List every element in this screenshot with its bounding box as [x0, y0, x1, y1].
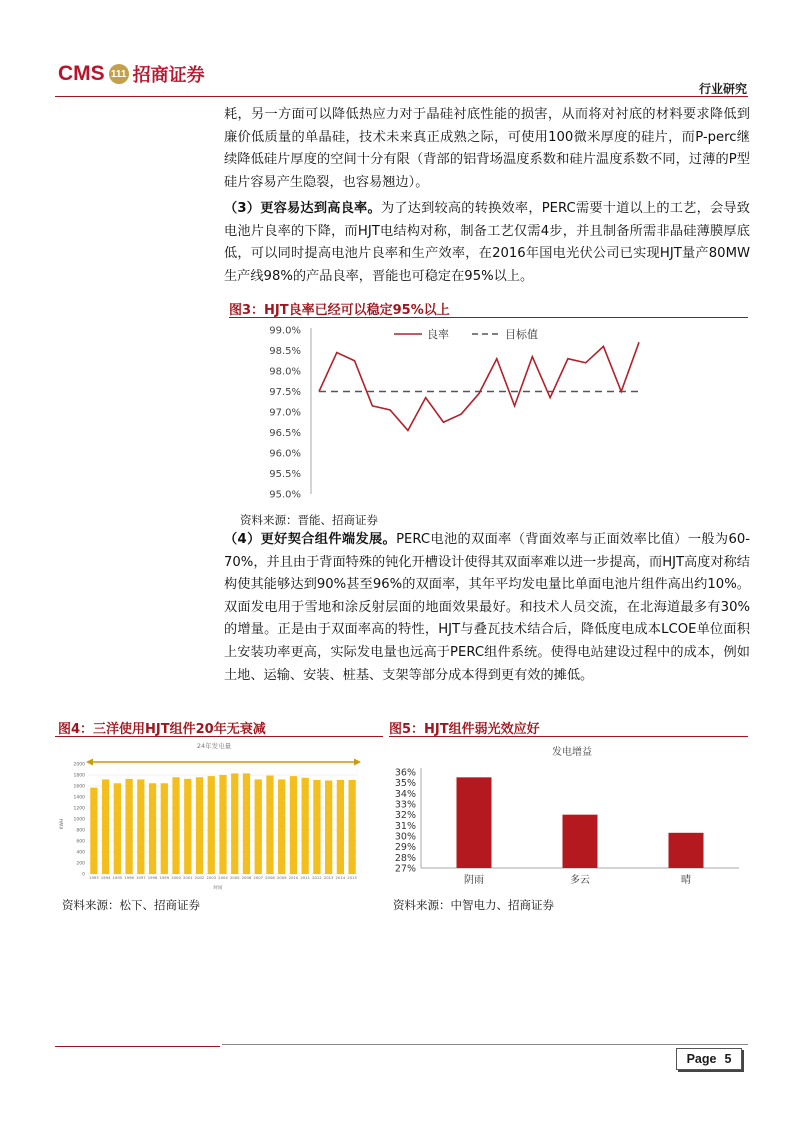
- y-tick-label: 35%: [394, 778, 416, 790]
- y-tick-label: 400: [76, 850, 85, 856]
- x-tick-label: 2009: [276, 875, 287, 880]
- y-tick-label: 36%: [394, 767, 416, 779]
- x-tick-label: 2014: [335, 875, 346, 880]
- figure-4-chart-title: 24年发电量: [196, 742, 232, 750]
- figure-5-divider: [389, 736, 748, 737]
- gain-bar: [457, 777, 492, 868]
- figure-5-title: 图5：HJT组件弱光效应好: [389, 722, 540, 737]
- page-number-box: [676, 1048, 742, 1070]
- x-tick-label: 1999: [159, 875, 170, 880]
- logo-mark-icon: 111: [109, 64, 129, 84]
- generation-bar: [137, 779, 144, 874]
- y-tick-label: 27%: [394, 863, 416, 875]
- gain-bar: [669, 833, 704, 868]
- y-tick-label: 600: [76, 839, 85, 845]
- x-tick-label: 2003: [206, 875, 217, 880]
- generation-bar: [219, 775, 226, 874]
- figure-3-title: 图3：HJT良率已经可以稳定95%以上: [229, 303, 450, 318]
- x-tick-label: 1998: [147, 875, 158, 880]
- y-tick-label: 2000: [73, 762, 85, 768]
- legend-target-label: 目标值: [505, 328, 538, 341]
- y-tick-label: 1400: [73, 795, 85, 801]
- yield-line: [319, 342, 639, 430]
- x-tick-label: 2013: [323, 875, 334, 880]
- x-tick-label: 2004: [218, 875, 228, 880]
- page-number: 5: [724, 1052, 732, 1066]
- x-tick-label: 2007: [253, 875, 264, 880]
- y-tick-label: 200: [76, 861, 85, 867]
- y-tick-label: 98.0%: [269, 366, 301, 378]
- y-tick-label: 1600: [73, 784, 85, 790]
- paragraph-2-text: 为了达到较高的转换效率，PERC需要十道以上的工艺，会导致电池片良率的下降，而HJT电结构对称，制备工艺仅需4步，并且制备所需非晶硅薄膜厚底低，可以同时提高电池片良率和生产效率，在2016年国电光伏公司已实现HJT量产80MW生产线98%的产品良率，晋能也可稳定在95%以上。: [224, 201, 750, 284]
- figure-5-chart: [389, 738, 748, 894]
- generation-bar: [243, 773, 250, 874]
- x-tick-label: 晴: [681, 875, 691, 886]
- y-tick-label: 97.5%: [269, 387, 301, 398]
- figure-4-y-label: KWH: [60, 818, 65, 830]
- y-tick-label: 33%: [394, 799, 416, 811]
- generation-bar: [290, 776, 297, 874]
- x-tick-label: 1993: [89, 875, 99, 880]
- footer-divider-right: [222, 1044, 748, 1045]
- figure-4-title: 图4：三洋使用HJT组件20年无衰减: [58, 722, 266, 737]
- x-tick-label: 2008: [265, 875, 275, 880]
- header-divider: [55, 96, 748, 97]
- paragraph-2-heading: （3）更容易达到高良率。: [224, 201, 381, 216]
- generation-bar: [348, 780, 355, 874]
- y-tick-label: 1000: [73, 817, 85, 823]
- arrow-right-head-icon: [354, 759, 361, 766]
- paragraph-3: [224, 529, 750, 687]
- generation-bar: [196, 777, 203, 874]
- figure-4-source: 资料来源：松下、招商证券: [62, 898, 200, 912]
- figure-3-source: 资料来源：晋能、招商证券: [240, 513, 378, 527]
- y-tick-label: 32%: [394, 810, 416, 822]
- figure-3-chart: [229, 320, 748, 510]
- x-tick-label: 1995: [112, 875, 123, 880]
- generation-bar: [102, 779, 109, 874]
- generation-bar: [125, 779, 132, 874]
- generation-bar: [302, 778, 309, 874]
- x-tick-label: 2015: [347, 875, 357, 880]
- y-tick-label: 96.0%: [269, 448, 301, 460]
- generation-bar: [208, 776, 215, 874]
- y-tick-label: 99.0%: [269, 325, 301, 337]
- x-tick-label: 2002: [194, 875, 205, 880]
- y-tick-label: 34%: [394, 788, 416, 800]
- generation-bar: [278, 779, 285, 874]
- paragraph-3-heading: （4）更好契合组件端发展。: [224, 532, 397, 547]
- y-tick-label: 1200: [73, 806, 85, 812]
- x-tick-label: 2001: [182, 875, 193, 880]
- generation-bar: [313, 780, 320, 874]
- generation-bar: [172, 777, 179, 874]
- section-label: 行业研究: [698, 82, 747, 96]
- y-tick-label: 800: [76, 828, 85, 834]
- x-tick-label: 1996: [124, 875, 134, 880]
- paragraph-1-text: 耗，另一方面可以降低热应力对于晶硅衬底性能的损害，从而将对衬底的材料要求降低到廉价低质量的单晶硅，技术未来真正成熟之际，可使用100微米厚度的硅片，而P-perc继续降低硅片厚度的空间十分有限（背部的铝背场温度系数和硅片温度系数不同，过薄的P型硅片容易产生隐裂，也容易翘边）。: [224, 107, 750, 190]
- x-tick-label: 1997: [135, 875, 146, 880]
- x-tick-label: 1994: [100, 875, 111, 880]
- generation-bar: [149, 783, 156, 874]
- y-tick-label: 95.0%: [269, 489, 301, 501]
- generation-bar: [255, 779, 262, 874]
- figure-5-source: 资料来源：中智电力、招商证券: [393, 898, 554, 912]
- logo-company-name: 招商证券: [132, 65, 205, 86]
- paragraph-3-text: PERC电池的双面率（背面效率与正面效率比值）一般为60-70%，并且由于背面特殊的钝化开槽设计使得其双面率难以进一步提高，而HJT高度对称结构使其能够达到90%甚至96%的双面率，其年平均发电量比单面电池片组件高出约10%。双面发电用于雪地和涂反射层面的地面效果最好。和技术人员交流，在北海道最多有30%的增量。正是由于双面率高的特性，HJT与叠瓦技术结合后，降低度电成本LCOE单位面积上安装功率更高，实际发电量也远高于PERC组件系统。使得电站建设过程中的成本，例如土地、运输、安装、桩基、支架等部分成本得到更有效的摊低。: [224, 532, 750, 683]
- y-tick-label: 0: [82, 872, 85, 878]
- figure-4-divider: [55, 736, 383, 737]
- figure-3-divider: [229, 317, 748, 318]
- paragraph-2: [224, 198, 750, 288]
- generation-bar: [337, 780, 344, 874]
- y-tick-label: 30%: [394, 831, 416, 843]
- y-tick-label: 29%: [394, 842, 416, 854]
- generation-bar: [325, 781, 332, 875]
- gain-bar: [563, 815, 598, 868]
- page-label: Page: [686, 1052, 717, 1066]
- y-tick-label: 28%: [394, 852, 416, 864]
- y-tick-label: 98.5%: [269, 346, 301, 357]
- paragraph-1: [224, 104, 750, 194]
- y-tick-label: 97.0%: [269, 407, 301, 419]
- arrow-left-head-icon: [86, 759, 93, 766]
- x-tick-label: 阴雨: [464, 875, 484, 886]
- logo-text: CMS: [58, 62, 105, 85]
- generation-bar: [114, 783, 121, 874]
- generation-bar: [90, 788, 97, 874]
- generation-bar: [184, 779, 191, 874]
- footer-divider-left: [55, 1046, 220, 1047]
- figure-4-chart: [58, 738, 368, 894]
- y-tick-label: 96.5%: [269, 428, 301, 439]
- legend-yield-label: 良率: [427, 328, 449, 341]
- y-tick-label: 1800: [73, 773, 85, 779]
- x-tick-label: 2011: [300, 875, 311, 880]
- generation-bar: [231, 773, 238, 874]
- x-tick-label: 2012: [312, 875, 322, 880]
- x-tick-label: 多云: [570, 875, 590, 886]
- x-tick-label: 2005: [229, 875, 240, 880]
- y-tick-label: 31%: [394, 820, 416, 832]
- generation-bar: [161, 783, 168, 874]
- company-logo: [58, 61, 205, 87]
- figure-5-chart-title: 发电增益: [552, 747, 592, 758]
- figure-4-x-label: 时间: [213, 886, 223, 891]
- x-tick-label: 2010: [288, 875, 299, 880]
- x-tick-label: 2000: [171, 875, 181, 880]
- y-tick-label: 95.5%: [269, 469, 301, 480]
- x-tick-label: 2006: [241, 875, 252, 880]
- generation-bar: [266, 776, 273, 874]
